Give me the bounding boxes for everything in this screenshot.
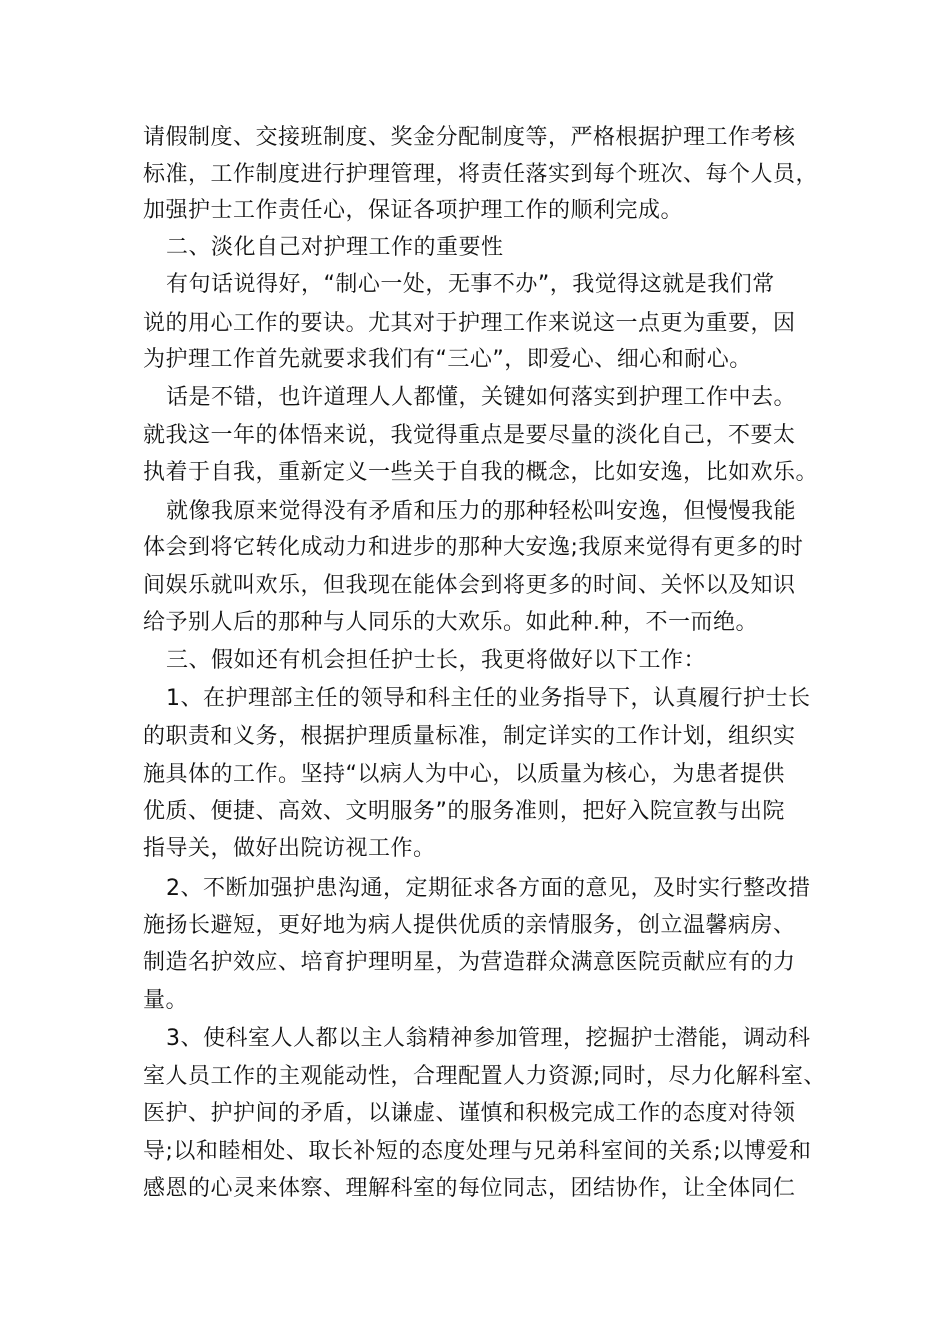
text-line: 优质、便捷、高效、文明服务”的服务准则，把好入院宣教与出院 — [143, 799, 785, 824]
text-line: 执着于自我，重新定义一些关于自我的概念，比如安逸，比如欢乐。 — [143, 460, 819, 485]
text-line: 医护、护护间的矛盾，以谦虚、谨慎和积极完成工作的态度对待领 — [143, 1101, 796, 1126]
text-line: 1、在护理部主任的领导和科主任的业务指导下，认真履行护士长 — [166, 686, 811, 711]
text-line: 施扬长避短，更好地为病人提供优质的亲情服务，创立温馨病房、 — [143, 913, 796, 938]
text-line: 间娱乐就叫欢乐，但我现在能体会到将更多的时间、关怀以及知识 — [143, 573, 796, 598]
text-line: 请假制度、交接班制度、奖金分配制度等，严格根据护理工作考核 — [143, 125, 796, 150]
text-line: 制造名护效应、培育护理明星，为营造群众满意医院贡献应有的力 — [143, 950, 796, 975]
text-line: 感恩的心灵来体察、理解科室的每位同志，团结协作，让全体同仁 — [143, 1176, 796, 1201]
text-line: 为护理工作首先就要求我们有“三心”，即爱心、细心和耐心。 — [143, 347, 752, 372]
text-line: 就我这一年的体悟来说，我觉得重点是要尽量的淡化自己，不要太 — [143, 423, 796, 448]
text-line: 3、使科室人人都以主人翁精神参加管理，挖掘护士潜能，调动科 — [166, 1026, 811, 1051]
text-line: 量。 — [143, 988, 189, 1013]
text-line: 室人员工作的主观能动性，合理配置人力资源;同时，尽力化解科室、 — [143, 1064, 826, 1089]
text-line: 给予别人后的那种与人同乐的大欢乐。如此种.种，不一而绝。 — [143, 610, 758, 635]
text-line: 有句话说得好，“制心一处，无事不办”，我觉得这就是我们常 — [166, 272, 775, 297]
section-heading: 三、假如还有机会担任护士长，我更将做好以下工作： — [166, 648, 707, 673]
text-line: 施具体的工作。坚持“以病人为中心，以质量为核心，为患者提供 — [143, 762, 785, 787]
text-line: 体会到将它转化成动力和进步的那种大安逸;我原来觉得有更多的时 — [143, 535, 804, 560]
text-line: 标准，工作制度进行护理管理，将责任落实到每个班次、每个人员， — [143, 162, 819, 187]
text-line: 2、不断加强护患沟通，定期征求各方面的意见，及时实行整改措 — [166, 876, 811, 901]
text-line: 导;以和睦相处、取长补短的态度处理与兄弟科室间的关系;以博爱和 — [143, 1139, 812, 1164]
text-line: 指导关，做好出院访视工作。 — [143, 836, 436, 861]
text-line: 话是不错，也许道理人人都懂，关键如何落实到护理工作中去。 — [166, 385, 797, 410]
text-line: 就像我原来觉得没有矛盾和压力的那种轻松叫安逸，但慢慢我能 — [166, 499, 797, 524]
text-line: 说的用心工作的要诀。尤其对于护理工作来说这一点更为重要，因 — [143, 311, 796, 336]
text-line: 加强护士工作责任心，保证各项护理工作的顺利完成。 — [143, 198, 684, 223]
text-line: 的职责和义务，根据护理质量标准，制定详实的工作计划，组织实 — [143, 724, 796, 749]
section-heading: 二、淡化自己对护理工作的重要性 — [166, 235, 504, 260]
